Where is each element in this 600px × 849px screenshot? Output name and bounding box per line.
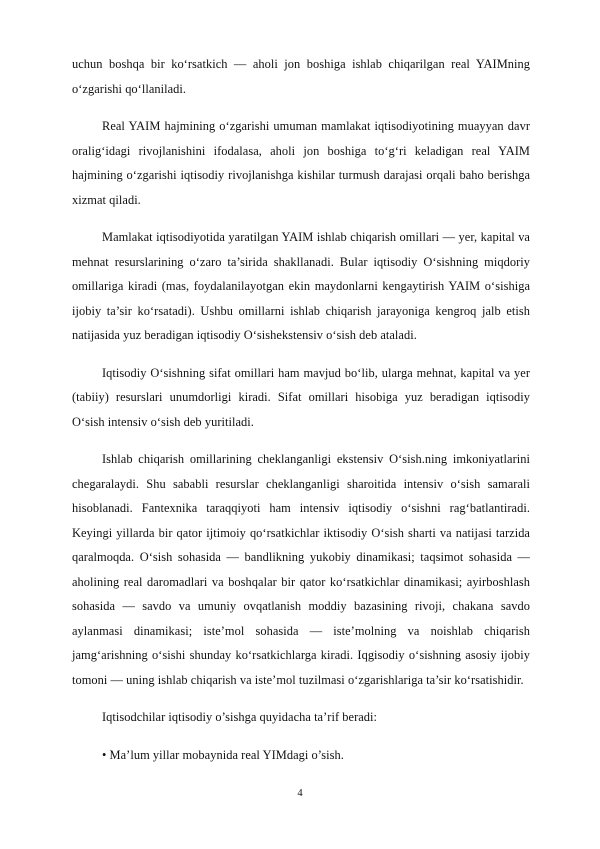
page-number: 4 <box>297 788 303 799</box>
bullet-item: • Ma’lum yillar mobaynida real YIMdagi o’sish. <box>102 747 344 762</box>
paragraph-quality-factors: Iqtisodiy O‘sishning sifat omillari ham mavjud bo‘lib, ularga mehnat, kapital va yer (tabiiy) resurslari unumdorligi kiradi. Sifat omillari hisobiga yuz beradigan iqtisodiy O‘sish intensiv o‘sish deb yuritiladi. <box>72 365 530 429</box>
paragraph-production-factors: Mamlakat iqtisodiyotida yaratilgan YAIM ishlab chiqarish omillari — yer, kapital va mehnat resurslarining o‘zaro ta’sirida shakllanadi. Bular iqtisodiy O‘sishning miqdoriy omillariga kiradi (mas, foydalanilayotgan ekin maydonlarni kengaytirish YAIM o‘sishiga ijobiy ta’sir ko‘rsatadi). Ushbu omillarni ishlab chiqarish jarayoniga kengroq jalb etish natijasida yuz beradigan iqtisodiy O‘sishekstensiv o‘sish deb ataladi. <box>72 230 530 342</box>
paragraph-real-gdp: Real YAIM hajmining o‘zgarishi umuman mamlakat iqtisodiyotining muayyan davr oralig‘idagi rivojlanishini ifodalasa, aholi jon boshiga to‘g‘ri keladigan real YAIM hajmining o‘zgarishi iqtisodiy rivojlanishga kishilar turmush darajasi orqali baho berishga xizmat qiladi. <box>72 119 530 207</box>
paragraph-limited-factors: Ishlab chiqarish omillarining cheklanganligi ekstensiv O‘sish.ning imkoniyatlarini chegaralaydi. Shu sababli resurslar cheklanganligi sharoitida intensiv o‘sish samarali hisoblanadi. Fantexnika taraqqiyoti ham intensiv iqtisodiy o‘sishni rag‘batlantiradi. Keyingi yillarda bir qator ijtimoiy qo‘rsatkichlar iktisodiy O‘sish sharti va natijasi tarzida qaralmoqda. O‘sish sohasida — bandlikning yukobiy dinamikasi; taqsimot sohasida — aholining real daromadlari va boshqalar bir qator ko‘rsatkichlar dinamikasi; ayirboshlash sohasida — savdo va umuniy ovqatlanish moddiy bazasining rivoji, chakana savdo aylanmasi dinamikasi; iste’mol sohasida — iste’molning va noishlab chiqarish jamg‘arishning o‘sishi shunday ko‘rsatkichlarga kiradi. Iqgisodiy o‘sishning asosiy ijobiy tomoni — uning ishlab chiqarish va iste’mol tuzilmasi o‘zgarishlariga ta’sir ko‘rsatishidir. <box>72 452 530 687</box>
paragraph-continuation: uchun boshqa bir ko‘rsatkich — aholi jon boshiga ishlab chiqarilgan real YAIMning o‘zgarishi qo‘llaniladi. <box>72 57 530 96</box>
body-text <box>72 52 530 780</box>
paragraph-definition-intro: Iqtisodchilar iqtisodiy o’sishga quyidacha ta’rif beradi: <box>102 710 378 724</box>
